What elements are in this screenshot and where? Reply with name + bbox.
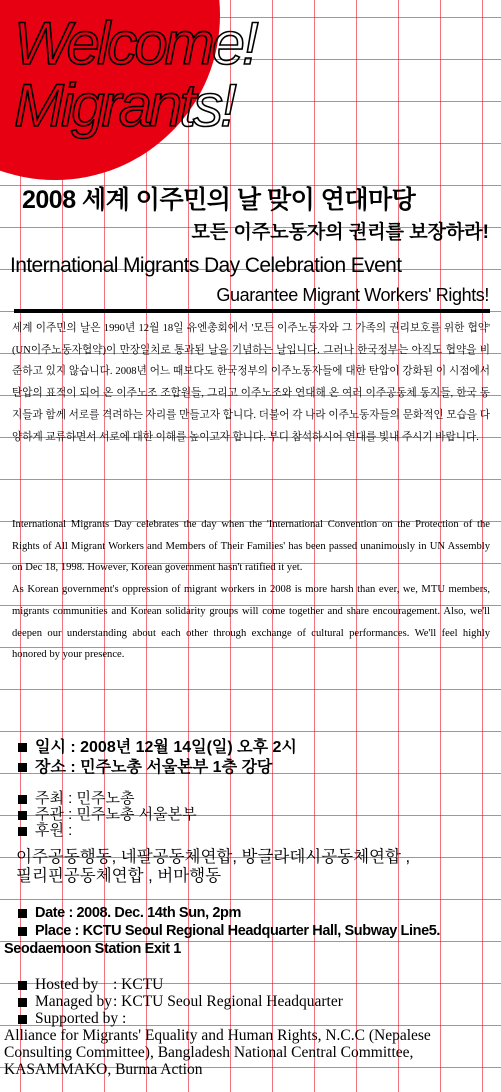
managed-value: : KCTU Seoul Regional Headquarter (113, 993, 343, 1010)
bullet-square-icon (18, 909, 27, 918)
host-ko: 주최 : 민주노총 (35, 790, 135, 807)
subtitle-english: Guarantee Migrant Workers' Rights! (216, 285, 489, 305)
paragraph: As Korean government's oppression of migrant workers in 2008 is more harsh than ever, we, MTU members, migrants communities and Korean solidarity groups will come together and share encouragement. Also, we'll deepen our understanding about each other through exchange of cultural performances. We'll feel highly honored by your presence. (12, 584, 490, 661)
title-korean: 2008 세계 이주민의 날 맞이 연대마당 (22, 186, 416, 214)
welcome-heading: Welcome! (14, 10, 256, 77)
paragraph: International Migrants Day celebrates the day when the 'International Convention on the Protection of the Rights of All Migrant Workers and Members of Their Families' has been passed unanimously in UN Assembly on Dec 18, 1998. However, Korean government hasn't ratified it yet. (12, 519, 490, 574)
hosted-label: Hosted by (35, 976, 99, 993)
sponsor-ko: 후원 : (35, 822, 73, 839)
bullet-square-icon (18, 743, 27, 752)
date-ko: 일시 : 2008년 12월 14일(일) 오후 2시 (35, 739, 297, 756)
paragraph: 세계 이주민의 날은 1990년 12월 18일 유엔총회에서 '모든 이주노동자와 그 가족의 권리보호를 위한 협약' (UN이주노동자협약)이 만장일치로 통과된 날을 기념하는 날입니다. 그러나 한국정부는 아직도 협약을 비준하고 있지 않습니다. 2008년 어느 때보다도 한국정부의 이주노동자들에 대한 탄압이 강화된 이 시점에서 탄압의 표적이 되어 온 이주노조 조합원들, 그리고 이주노조와 연대해 온 여러 이주공동체 동지들, 한국 동지들과 함께 서로를 격려하는 자리를 만들고자 합니다. 더불어 각 나라 이주노동자들의 문화적인 모습을 다양하게 교류하면서 서로에 대한 이해를 높이고자 합니다. 부디 참석하시어 연대를 빛내 주시기 바랍니다. (12, 323, 490, 443)
migrants-heading: Migrants! (14, 72, 234, 139)
organizers-english (4, 976, 499, 1078)
place-en: Place : KCTU Seoul Regional Headquarter Hall, Subway Line5. Seodaemoon Station Exit 1 (4, 923, 441, 957)
body-english (12, 514, 490, 666)
body-korean (12, 318, 490, 448)
sponsors-list-korean (16, 848, 410, 886)
bullet-square-icon (18, 795, 27, 804)
bullet-square-icon (18, 811, 27, 820)
supported-label: Supported by : (35, 1010, 127, 1027)
bullet-square-icon (18, 827, 27, 836)
bullet-square-icon (18, 981, 27, 990)
place-ko: 장소 : 민주노총 서울본부 1층 강당 (35, 759, 273, 776)
managed-label: Managed by (35, 993, 113, 1010)
title-english: International Migrants Day Celebration Event (10, 254, 402, 277)
sponsor-line: 이주공동행동, 네팔공동체연합, 방글라데시공동체연합 , (16, 848, 411, 866)
sponsor-line: 필리핀공동체연합 , 버마행동 (16, 867, 222, 885)
event-info-korean (18, 738, 297, 778)
bullet-square-icon (18, 998, 27, 1007)
organizers-korean (18, 791, 197, 839)
subtitle-korean: 모든 이주노동자의 권리를 보장하라! (191, 222, 489, 243)
supporters-list: Alliance for Migrants' Equality and Human Rights, N.C.C (Nepalese Consulting Committee), Bangladesh National Central Committee, KASAMMAKO, Burma Action (4, 1027, 431, 1078)
divider (14, 309, 490, 313)
bullet-square-icon (18, 763, 27, 772)
date-en: Date : 2008. Dec. 14th Sun, 2pm (35, 905, 241, 921)
hosted-value: : KCTU (113, 976, 164, 993)
organizer-ko: 주관 : 민주노총 서울본부 (35, 806, 197, 823)
event-info-english (4, 904, 494, 958)
bullet-square-icon (18, 1015, 27, 1024)
bullet-square-icon (18, 927, 27, 936)
